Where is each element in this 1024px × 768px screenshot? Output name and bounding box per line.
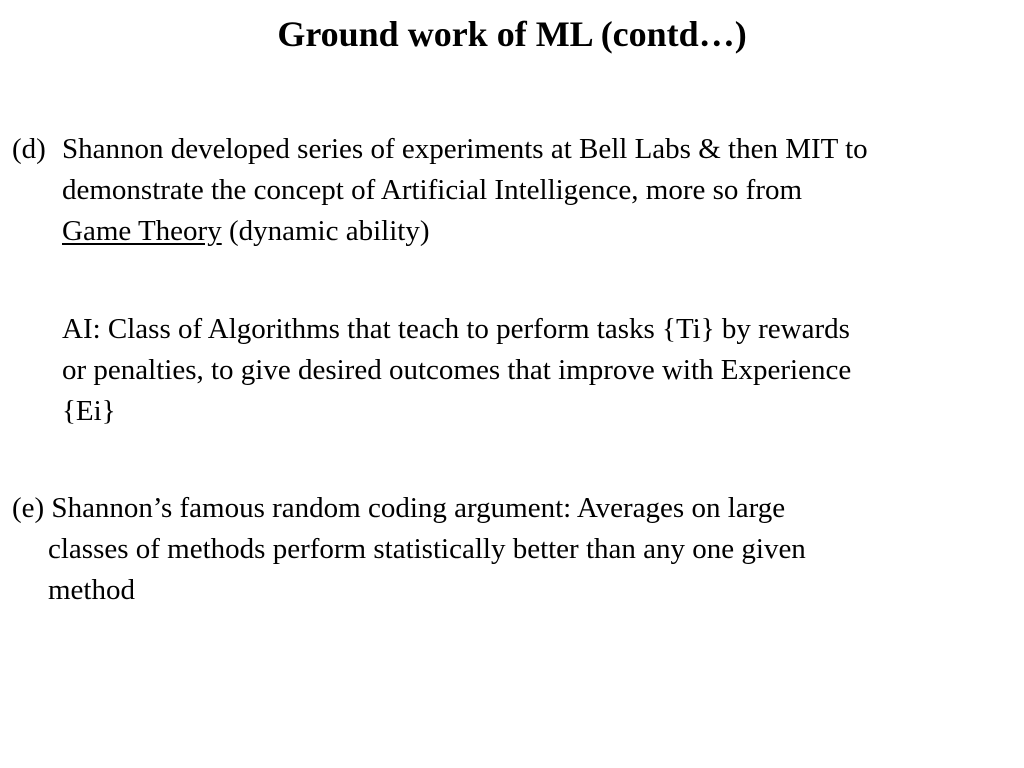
slide-title: Ground work of ML (contd…) <box>277 14 747 54</box>
paragraph-e-line-1: (e) Shannon’s famous random coding argument: Averages on large <box>12 492 786 524</box>
paragraph-d-line-2: demonstrate the concept of Artificial Intelligence, more so from <box>62 174 803 206</box>
paragraph-d-line-3 <box>12 211 868 252</box>
paragraph-d-line-1 <box>12 129 868 170</box>
game-theory-underlined-text: Game Theory <box>62 215 222 247</box>
paragraph-d-marker: (d) <box>12 133 46 165</box>
ai-definition-line-3: {Ei} <box>62 395 116 427</box>
paragraph-e <box>12 488 806 611</box>
ai-definition-paragraph <box>62 309 851 432</box>
ai-definition-line-2: or penalties, to give desired outcomes that improve with Experience <box>62 354 852 386</box>
paragraph-d <box>12 129 868 252</box>
ai-definition-line-1: AI: Class of Algorithms that teach to perform tasks {Ti} by rewards <box>62 313 850 345</box>
paragraph-d-line-3-rest: (dynamic ability) <box>221 215 430 247</box>
paragraph-e-line-3: method <box>48 574 135 606</box>
paragraph-d-line-1-text: Shannon developed series of experiments at Bell Labs & then MIT to <box>62 133 868 165</box>
paragraph-e-line-2: classes of methods perform statistically better than any one given <box>48 533 806 565</box>
